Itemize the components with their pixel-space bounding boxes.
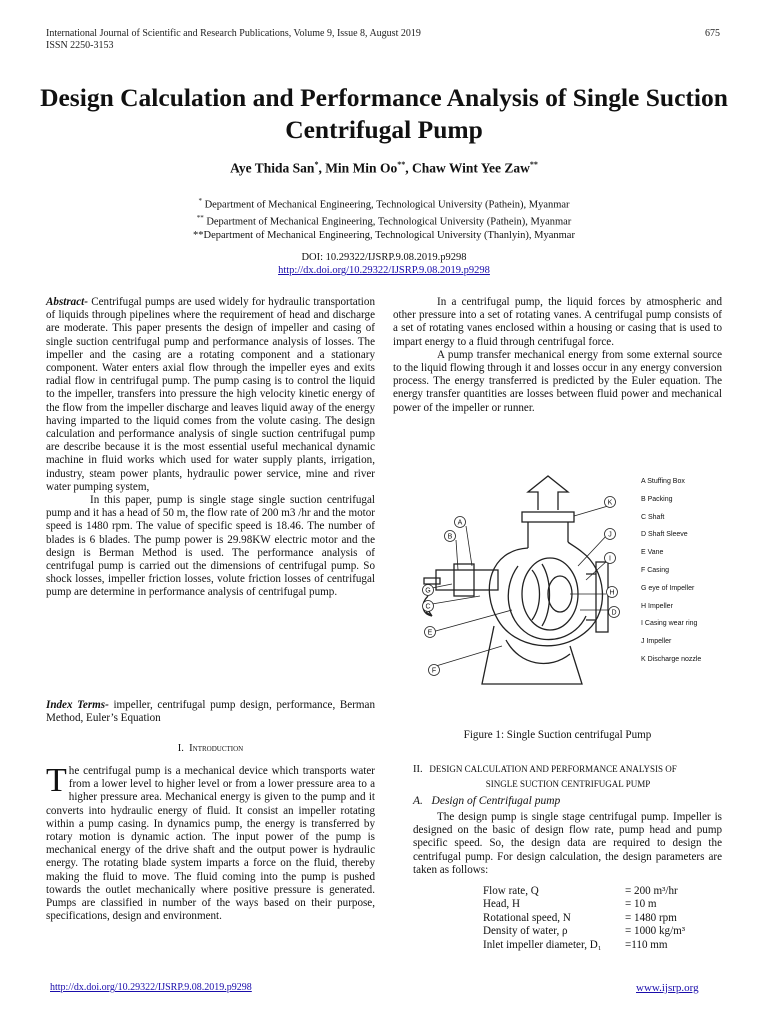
introduction-text: [46, 762, 375, 923]
affiliations: [0, 195, 768, 243]
affiliation-1-mark: *: [198, 197, 202, 205]
svg-text:B: B: [447, 533, 453, 541]
author-sep-2: ,: [405, 160, 412, 176]
svg-text:A: A: [457, 519, 463, 527]
param-inlet-diameter: Inlet impeller diameter, D₁ =110 mm: [483, 938, 668, 951]
affiliation-3-text: **Department of Mechanical Engineering, Technological University (Thanlyin), Myanmar: [193, 230, 575, 241]
figure-legend: [641, 473, 736, 669]
callout-f: [429, 665, 440, 676]
shaft-housing: [436, 570, 498, 590]
abstract-block: [46, 296, 375, 600]
paper-title: Design Calculation and Performance Analysis of Single Suction Centrifugal Pump: [40, 83, 728, 144]
callout-a: [455, 517, 466, 528]
abstract-text-1: Centrifugal pumps are used widely for hydraulic transportation of liquids through pipelines where the requirement of head and discharge are moderate. This paper presents the design of impeller and casing of single suction centrifugal pump and performance analysis of losses. The impeller and the casing are a rotating component and a stationary component. Water enters axial flow through the impeller eyes and exits radial flow in centrifugal pump. The pump casing is to control the liquid to the impeller, transfers into pressure the high velocity kinetic energy of the flow from the impeller discharge and leaves liquid away of the energy having imparted to the liquid comes from the volute casing. The design calculation and performance analysis of single suction centrifugal pump are describe because it is the most essential useful mechanical dynamic machine in fluid works which used for water supply plants, irrigation, industry, steam power plants, hydraulic power service, mine and river water pumping system,: [46, 296, 375, 493]
subsection-a-label: A.: [413, 795, 423, 807]
legend-d: D Shaft Sleeve: [641, 531, 688, 539]
subsection-a-heading: [413, 795, 560, 807]
legend-i: I Casing wear ring: [641, 620, 698, 628]
author-2: Min Min Oo: [325, 160, 398, 176]
journal-name: International Journal of Scientific and Research Publications, Volume 9, Issue 8, August 2019: [46, 28, 421, 39]
pump-diagram: [410, 470, 640, 710]
discharge-flange: [522, 512, 574, 522]
index-terms-label: Index Terms-: [46, 699, 109, 711]
param-head: Head, H = 10 m: [483, 898, 657, 911]
subsection-a-title: Design of Centrifugal pump: [431, 795, 561, 807]
figure-caption: Figure 1: Single Suction centrifugal Pump: [463, 729, 652, 741]
design-text: [413, 811, 722, 877]
affiliation-1: [0, 195, 768, 212]
svg-text:D: D: [611, 609, 617, 617]
svg-text:H: H: [609, 589, 615, 597]
suction-neck: [586, 574, 596, 620]
param-speed: Rotational speed, N = 1480 rpm: [483, 911, 677, 924]
section-2-heading: [413, 762, 723, 792]
section-2-title-line2: SINGLE SUCTION CENTRIFUGAL PUMP: [485, 779, 651, 789]
legend-k: K Discharge nozzle: [641, 655, 702, 663]
discharge-arrow: [528, 476, 568, 510]
legend-c: C Shaft: [641, 513, 665, 521]
legend-e: E Vane: [641, 549, 664, 557]
svg-text:E: E: [427, 629, 433, 637]
right-p1: In a centrifugal pump, the liquid forces by atmospheric and other pressure into a set of rotating vanes. A centrifugal pump consists of a set of rotating vanes enclosed within a housing or casing that is used to impart energy to a fluid through centrifugal force.: [393, 296, 722, 348]
shaft-end: [424, 578, 440, 584]
callout-e: [425, 627, 436, 638]
author-3: Chaw Wint Yee Zaw: [411, 160, 530, 176]
legend-j: J Impeller: [641, 638, 672, 646]
author-3-mark: **: [529, 160, 538, 169]
impeller-eye: [548, 576, 572, 612]
legend-a: A Stuffing Box: [641, 478, 685, 485]
right-column-intro: [393, 296, 722, 415]
callout-i: [605, 553, 616, 564]
callout-h: [607, 587, 618, 598]
affiliation-2: [0, 212, 768, 229]
abstract-p1: [46, 296, 375, 494]
callout-k: [605, 497, 616, 508]
casing-lower: [506, 640, 570, 663]
impeller-vanes: [532, 564, 550, 626]
stuffing-box: [454, 564, 474, 596]
right-p2: A pump transfer mechanical energy from some external source to the liquid flowing through it and losses occur in any energy conversion process. The energy transferred is predicted by the Euler equation. The energy transfer quantities are losses between fluid power and mechanical power of the impeller or runner.: [393, 348, 722, 414]
author-sep-1: ,: [318, 160, 326, 176]
index-terms: [46, 699, 375, 725]
author-2-mark: **: [397, 160, 406, 169]
doi-link[interactable]: http://dx.doi.org/10.29322/IJSRP.9.08.2019.p9298: [278, 265, 490, 276]
footer-site: [636, 982, 699, 994]
affiliation-2-text: Department of Mechanical Engineering, Technological University (Pathein), Myanmar: [203, 216, 572, 228]
svg-text:G: G: [425, 587, 431, 595]
design-parameters: [483, 885, 723, 952]
drop-cap: T: [46, 762, 67, 799]
svg-text:I: I: [609, 555, 611, 563]
author-line: [0, 160, 768, 177]
author-1: Aye Thida San: [230, 160, 315, 176]
legend-f: F Casing: [641, 566, 670, 574]
index-terms-text: impeller, centrifugal pump design, performance, Berman Method, Euler’s Equation: [46, 699, 375, 725]
callout-j: [605, 529, 616, 540]
section-2-title-line1: DESIGN CALCULATION AND PERFORMANCE ANALYSIS OF: [429, 764, 677, 774]
callout-c: [423, 601, 434, 612]
callout-g: [423, 585, 434, 596]
design-paragraph: The design pump is single stage centrifugal pump. Impeller is designed on the basic of design flow rate, pump head and pump specific speed. So, the design data are required to design the centrifugal pump. For design calculation, the design parameters are taken as follows:: [413, 811, 722, 876]
discharge-neck: [528, 522, 568, 548]
legend-g: G eye of Impeller: [641, 584, 695, 592]
issn: ISSN 2250-3153: [46, 40, 114, 51]
svg-text:F: F: [431, 667, 437, 675]
svg-text:C: C: [425, 603, 431, 611]
journal-header: [46, 28, 421, 52]
footer-doi: [50, 982, 252, 993]
footer-doi-link[interactable]: http://dx.doi.org/10.29322/IJSRP.9.08.2019.p9298: [50, 982, 252, 993]
callout-b: [445, 531, 456, 542]
section-1-title: Introduction: [189, 743, 244, 754]
author-1-mark: *: [314, 160, 319, 169]
svg-text:K: K: [607, 499, 613, 507]
footer-site-link[interactable]: www.ijsrp.org: [636, 982, 699, 994]
doi-block: [0, 251, 768, 277]
legend-h: H Impeller: [641, 602, 673, 610]
callout-d: [609, 607, 620, 618]
section-1-number: I.: [177, 743, 184, 754]
affiliation-3: [0, 229, 768, 243]
doi-label: DOI: 10.29322/IJSRP.9.08.2019.p9298: [301, 252, 467, 263]
abstract-p2: In this paper, pump is single stage single suction centrifugal pump and it has a head of 50 m, the flow rate of 200 m3 /hr and the motor speed is 1480 rpm. The value of specific speed is 18.46. The number of blades is 6 blades. The pump power is 29.98KW electric motor and the design is Berman Method is used. The performance analysis of centrifugal pump is carried out the dimensions of centrifugal pump. So shock losses, impeller friction losses, volute friction losses of centrifugal pump are determine in performance analysis of centrifugal pump.: [46, 494, 375, 599]
section-2-number: II.: [413, 764, 423, 775]
abstract-label: Abstract-: [46, 296, 88, 308]
param-density: Density of water, ρ = 1000 kg/m³: [483, 925, 686, 938]
section-1-heading: [46, 743, 375, 754]
param-flow-rate: Flow rate, Q = 200 m³/hr: [483, 885, 678, 897]
page-number: 675: [705, 28, 720, 39]
svg-text:J: J: [608, 531, 612, 539]
legend-b: B Packing: [641, 495, 673, 503]
affiliation-1-text: Department of Mechanical Engineering, Technological University (Pathein), Myanmar: [201, 199, 570, 211]
affiliation-2-mark: **: [196, 214, 204, 222]
introduction-body: he centrifugal pump is a mechanical device which transports water from a lower level to higher level or from a lower pressure area to a higher pressure area. Mechanical energy is given to the pump and it converts into hydraulic energy of fluid. It consist an impeller rotating within a pump casing. In dynamics pump, the energy is transferred by rotary motion is dynamic action. The input power of the pump is mechanical energy of the drive shaft and the output power is hydraulic energy. The rotating blade system imparts a force on the fluid, thereby making the fluid to move. The fluid coming into the pump is pushed towards the outlet mechanically where positive pressure is generated. Pumps are classified in number of the ways based on their purpose, specifications, design and environment.: [46, 765, 375, 923]
